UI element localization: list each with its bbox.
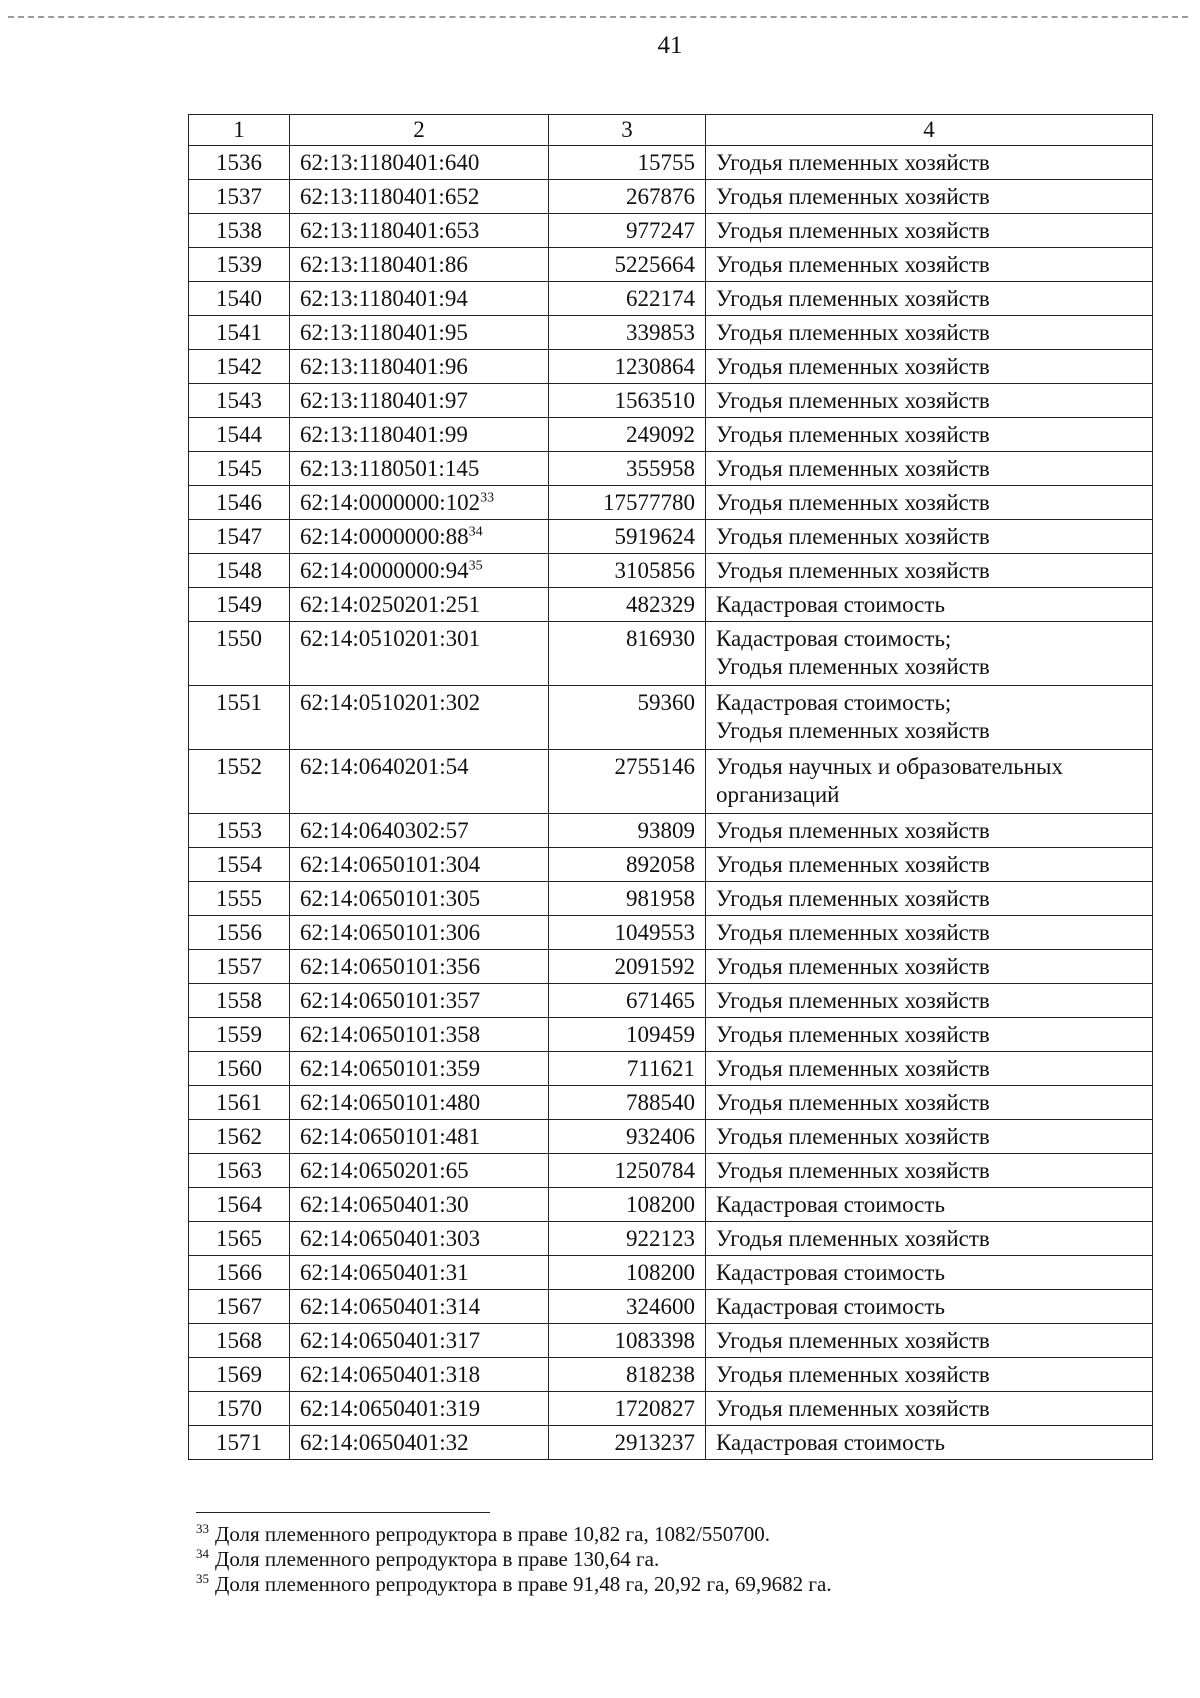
table-body: [189, 146, 1153, 1460]
description-cell: [706, 984, 1153, 1018]
cadastral-number-text: 62:14:0650401:303: [300, 1226, 481, 1251]
description-line: Кадастровая стоимость: [716, 592, 945, 617]
row-number: 1560: [189, 1052, 290, 1086]
table-row: [189, 1018, 1153, 1052]
cadastral-number-text: 62:14:0650401:314: [300, 1294, 481, 1319]
cadastral-number: [290, 520, 549, 554]
description-cell: [706, 180, 1153, 214]
description-line: Кадастровая стоимость;: [716, 690, 952, 715]
description-line-2: Угодья племенных хозяйств: [716, 718, 990, 743]
description-line: Угодья племенных хозяйств: [716, 456, 990, 481]
description-line: Угодья племенных хозяйств: [716, 252, 990, 277]
table-row: [189, 1426, 1153, 1460]
description-line: Угодья племенных хозяйств: [716, 1362, 990, 1387]
description-line: Кадастровая стоимость: [716, 1192, 945, 1217]
row-number: 1562: [189, 1120, 290, 1154]
cadastral-number-text: 62:13:1180401:96: [300, 354, 468, 379]
description-line: Кадастровая стоимость;: [716, 626, 952, 651]
value-cell: 339853: [549, 316, 706, 350]
table-row: [189, 848, 1153, 882]
cadastral-number: [290, 1358, 549, 1392]
value-cell: 108200: [549, 1188, 706, 1222]
description-cell: [706, 750, 1153, 814]
description-cell: [706, 520, 1153, 554]
table-header-row: [189, 115, 1153, 146]
value-cell: 324600: [549, 1290, 706, 1324]
value-cell: 1250784: [549, 1154, 706, 1188]
value-cell: 267876: [549, 180, 706, 214]
scan-edge-line: [8, 16, 1188, 18]
row-number: 1549: [189, 588, 290, 622]
row-number: 1564: [189, 1188, 290, 1222]
description-cell: [706, 1222, 1153, 1256]
row-number: 1568: [189, 1324, 290, 1358]
description-cell: [706, 622, 1153, 686]
value-cell: 892058: [549, 848, 706, 882]
description-line: Угодья племенных хозяйств: [716, 422, 990, 447]
row-number: 1537: [189, 180, 290, 214]
description-cell: [706, 848, 1153, 882]
table-row: [189, 814, 1153, 848]
cadastral-number-text: 62:14:0650401:319: [300, 1396, 481, 1421]
cadastral-number-text: 62:13:1180401:99: [300, 422, 468, 447]
footnote-mark: 34: [196, 1546, 209, 1561]
description-cell: [706, 146, 1153, 180]
table-row: [189, 1256, 1153, 1290]
description-cell: [706, 316, 1153, 350]
cadastral-number: [290, 950, 549, 984]
description-line: Угодья племенных хозяйств: [716, 1328, 990, 1353]
table-row: [189, 1154, 1153, 1188]
value-cell: 1230864: [549, 350, 706, 384]
cadastral-number-text: 62:14:0650101:359: [300, 1056, 481, 1081]
table-row: [189, 1188, 1153, 1222]
row-number: 1557: [189, 950, 290, 984]
value-cell: 5225664: [549, 248, 706, 282]
cadastral-number: [290, 848, 549, 882]
value-cell: 109459: [549, 1018, 706, 1052]
description-line: Угодья племенных хозяйств: [716, 286, 990, 311]
cadastral-number: [290, 1052, 549, 1086]
description-line: Угодья племенных хозяйств: [716, 818, 990, 843]
column-header-2: 2: [290, 115, 549, 146]
description-line: Угодья научных и образовательных: [716, 754, 1063, 779]
value-cell: 355958: [549, 452, 706, 486]
description-line: Угодья племенных хозяйств: [716, 1226, 990, 1251]
cadastral-number-text: 62:13:1180501:145: [300, 456, 480, 481]
row-number: 1556: [189, 916, 290, 950]
row-number: 1540: [189, 282, 290, 316]
cadastral-number-text: 62:14:0650201:65: [300, 1158, 469, 1183]
footnote-mark: 33: [196, 1521, 209, 1536]
table-row: [189, 248, 1153, 282]
row-number: 1554: [189, 848, 290, 882]
cadastral-number: [290, 248, 549, 282]
table-row: [189, 1052, 1153, 1086]
table-row: [189, 750, 1153, 814]
cadastral-number: [290, 814, 549, 848]
description-line-2: организаций: [716, 782, 840, 807]
value-cell: 711621: [549, 1052, 706, 1086]
table-row: [189, 984, 1153, 1018]
description-cell: [706, 1018, 1153, 1052]
description-line: Угодья племенных хозяйств: [716, 1124, 990, 1149]
value-cell: 932406: [549, 1120, 706, 1154]
row-number: 1542: [189, 350, 290, 384]
description-cell: [706, 1256, 1153, 1290]
table-row: [189, 1290, 1153, 1324]
cadastral-number: [290, 984, 549, 1018]
row-number: 1559: [189, 1018, 290, 1052]
footnote-reference: 35: [468, 558, 483, 574]
cadastral-number-text: 62:14:0250201:251: [300, 592, 481, 617]
cadastral-number: [290, 1290, 549, 1324]
description-cell: [706, 1324, 1153, 1358]
cadastral-number: [290, 214, 549, 248]
table-row: [189, 452, 1153, 486]
description-line: Угодья племенных хозяйств: [716, 558, 990, 583]
row-number: 1552: [189, 750, 290, 814]
value-cell: 1083398: [549, 1324, 706, 1358]
cadastral-number: [290, 554, 549, 588]
table-row: [189, 916, 1153, 950]
value-cell: 977247: [549, 214, 706, 248]
description-cell: [706, 1052, 1153, 1086]
land-parcels-table-wrapper: [188, 114, 1152, 1460]
value-cell: 482329: [549, 588, 706, 622]
table-row: [189, 214, 1153, 248]
description-cell: [706, 384, 1153, 418]
description-cell: [706, 1188, 1153, 1222]
cadastral-number: [290, 146, 549, 180]
cadastral-number: [290, 1120, 549, 1154]
description-line: Угодья племенных хозяйств: [716, 852, 990, 877]
table-row: [189, 1086, 1153, 1120]
row-number: 1567: [189, 1290, 290, 1324]
value-cell: 622174: [549, 282, 706, 316]
cadastral-number-text: 62:14:0510201:302: [300, 690, 481, 715]
table-row: [189, 554, 1153, 588]
cadastral-number-text: 62:13:1180401:94: [300, 286, 468, 311]
description-line: Угодья племенных хозяйств: [716, 354, 990, 379]
cadastral-number-text: 62:14:0650401:317: [300, 1328, 481, 1353]
cadastral-number: [290, 180, 549, 214]
table-row: [189, 316, 1153, 350]
description-line: Угодья племенных хозяйств: [716, 524, 990, 549]
cadastral-number: [290, 1086, 549, 1120]
footnote-mark: 35: [196, 1571, 209, 1586]
cadastral-number-text: 62:13:1180401:95: [300, 320, 468, 345]
description-line: Угодья племенных хозяйств: [716, 150, 990, 175]
cadastral-number: [290, 1392, 549, 1426]
description-cell: [706, 916, 1153, 950]
row-number: 1536: [189, 146, 290, 180]
row-number: 1544: [189, 418, 290, 452]
row-number: 1543: [189, 384, 290, 418]
cadastral-number: [290, 1188, 549, 1222]
description-line: Угодья племенных хозяйств: [716, 320, 990, 345]
page-number: 41: [657, 32, 683, 59]
footnotes: [196, 1522, 832, 1597]
cadastral-number-text: 62:14:0650101:358: [300, 1022, 481, 1047]
value-cell: 17577780: [549, 486, 706, 520]
row-number: 1548: [189, 554, 290, 588]
footnote-reference: 34: [468, 524, 483, 540]
description-line: Угодья племенных хозяйств: [716, 1396, 990, 1421]
description-line: Угодья племенных хозяйств: [716, 1158, 990, 1183]
cadastral-number: [290, 1154, 549, 1188]
row-number: 1563: [189, 1154, 290, 1188]
cadastral-number-text: 62:14:0650101:356: [300, 954, 481, 979]
cadastral-number-text: 62:14:0650101:306: [300, 920, 481, 945]
footnote-text: Доля племенного репродуктора в праве 91,48 га, 20,92 га, 69,9682 га.: [215, 1572, 832, 1596]
cadastral-number-text: 62:14:0650101:481: [300, 1124, 481, 1149]
description-line: Угодья племенных хозяйств: [716, 886, 990, 911]
row-number: 1553: [189, 814, 290, 848]
description-cell: [706, 452, 1153, 486]
table-row: [189, 950, 1153, 984]
value-cell: 249092: [549, 418, 706, 452]
cadastral-number: [290, 350, 549, 384]
cadastral-number: [290, 686, 549, 750]
description-line: Угодья племенных хозяйств: [716, 218, 990, 243]
cadastral-number-text: 62:14:0650401:318: [300, 1362, 481, 1387]
footnote: [196, 1522, 832, 1547]
cadastral-number-text: 62:13:1180401:640: [300, 150, 480, 175]
value-cell: 981958: [549, 882, 706, 916]
description-line: Угодья племенных хозяйств: [716, 988, 990, 1013]
value-cell: 1049553: [549, 916, 706, 950]
value-cell: 818238: [549, 1358, 706, 1392]
table-row: [189, 1222, 1153, 1256]
row-number: 1569: [189, 1358, 290, 1392]
description-cell: [706, 486, 1153, 520]
description-cell: [706, 248, 1153, 282]
description-line: Угодья племенных хозяйств: [716, 1090, 990, 1115]
description-cell: [706, 1154, 1153, 1188]
cadastral-number-text: 62:13:1180401:97: [300, 388, 468, 413]
cadastral-number-text: 62:14:0510201:301: [300, 626, 481, 651]
row-number: 1550: [189, 622, 290, 686]
table-row: [189, 486, 1153, 520]
cadastral-number-text: 62:13:1180401:653: [300, 218, 480, 243]
table-row: [189, 622, 1153, 686]
row-number: 1561: [189, 1086, 290, 1120]
description-cell: [706, 814, 1153, 848]
value-cell: 5919624: [549, 520, 706, 554]
description-cell: [706, 1426, 1153, 1460]
cadastral-number-text: 62:14:0650401:31: [300, 1260, 469, 1285]
row-number: 1539: [189, 248, 290, 282]
description-cell: [706, 282, 1153, 316]
cadastral-number: [290, 882, 549, 916]
description-cell: [706, 214, 1153, 248]
row-number: 1570: [189, 1392, 290, 1426]
column-header-3: 3: [549, 115, 706, 146]
column-header-4: 4: [706, 115, 1153, 146]
row-number: 1547: [189, 520, 290, 554]
description-line: Угодья племенных хозяйств: [716, 1022, 990, 1047]
value-cell: 2755146: [549, 750, 706, 814]
cadastral-number-text: 62:14:0650101:357: [300, 988, 481, 1013]
description-cell: [706, 1358, 1153, 1392]
description-cell: [706, 686, 1153, 750]
cadastral-number-text: 62:14:0640201:54: [300, 754, 469, 779]
cadastral-number: [290, 588, 549, 622]
table-row: [189, 282, 1153, 316]
cadastral-number: [290, 282, 549, 316]
row-number: 1566: [189, 1256, 290, 1290]
description-line: Угодья племенных хозяйств: [716, 954, 990, 979]
description-cell: [706, 882, 1153, 916]
description-line: Угодья племенных хозяйств: [716, 490, 990, 515]
value-cell: 1720827: [549, 1392, 706, 1426]
value-cell: 3105856: [549, 554, 706, 588]
description-line-2: Угодья племенных хозяйств: [716, 654, 990, 679]
value-cell: 1563510: [549, 384, 706, 418]
footnote: [196, 1572, 832, 1597]
cadastral-number: [290, 916, 549, 950]
row-number: 1545: [189, 452, 290, 486]
description-cell: [706, 1086, 1153, 1120]
cadastral-number: [290, 1256, 549, 1290]
description-cell: [706, 1290, 1153, 1324]
cadastral-number: [290, 1018, 549, 1052]
description-cell: [706, 350, 1153, 384]
table-row: [189, 1120, 1153, 1154]
description-cell: [706, 418, 1153, 452]
table-row: [189, 520, 1153, 554]
cadastral-number-text: 62:14:0650401:32: [300, 1430, 469, 1455]
description-line: Кадастровая стоимость: [716, 1430, 945, 1455]
cadastral-number: [290, 384, 549, 418]
table-row: [189, 384, 1153, 418]
cadastral-number: [290, 622, 549, 686]
cadastral-number-text: 62:13:1180401:652: [300, 184, 480, 209]
value-cell: 2091592: [549, 950, 706, 984]
table-row: [189, 1392, 1153, 1426]
description-line: Кадастровая стоимость: [716, 1260, 945, 1285]
row-number: 1555: [189, 882, 290, 916]
row-number: 1558: [189, 984, 290, 1018]
footnote-divider: [196, 1512, 490, 1513]
description-line: Угодья племенных хозяйств: [716, 1056, 990, 1081]
cadastral-number-text: 62:14:0640302:57: [300, 818, 469, 843]
description-line: Кадастровая стоимость: [716, 1294, 945, 1319]
value-cell: 15755: [549, 146, 706, 180]
description-line: Угодья племенных хозяйств: [716, 920, 990, 945]
description-cell: [706, 554, 1153, 588]
cadastral-number-text: 62:14:0650101:305: [300, 886, 481, 911]
table-row: [189, 1358, 1153, 1392]
cadastral-number-text: 62:14:0650101:304: [300, 852, 481, 877]
cadastral-number: [290, 452, 549, 486]
land-parcels-table: [188, 114, 1153, 1460]
table-row: [189, 588, 1153, 622]
cadastral-number-text: 62:14:0000000:102: [300, 490, 481, 515]
cadastral-number: [290, 486, 549, 520]
cadastral-number-text: 62:14:0650401:30: [300, 1192, 469, 1217]
row-number: 1551: [189, 686, 290, 750]
cadastral-number-text: 62:14:0000000:88: [300, 524, 469, 549]
footnote-text: Доля племенного репродуктора в праве 10,82 га, 1082/550700.: [215, 1522, 771, 1546]
table-row: [189, 350, 1153, 384]
value-cell: 59360: [549, 686, 706, 750]
value-cell: 93809: [549, 814, 706, 848]
value-cell: 108200: [549, 1256, 706, 1290]
description-cell: [706, 950, 1153, 984]
description-cell: [706, 1120, 1153, 1154]
value-cell: 671465: [549, 984, 706, 1018]
description-cell: [706, 1392, 1153, 1426]
description-line: Угодья племенных хозяйств: [716, 388, 990, 413]
cadastral-number-text: 62:14:0650101:480: [300, 1090, 481, 1115]
table-row: [189, 686, 1153, 750]
value-cell: 2913237: [549, 1426, 706, 1460]
table-row: [189, 180, 1153, 214]
cadastral-number-text: 62:14:0000000:94: [300, 558, 469, 583]
value-cell: 788540: [549, 1086, 706, 1120]
table-row: [189, 418, 1153, 452]
cadastral-number-text: 62:13:1180401:86: [300, 252, 468, 277]
row-number: 1546: [189, 486, 290, 520]
footnote-text: Доля племенного репродуктора в праве 130,64 га.: [215, 1547, 660, 1571]
description-cell: [706, 588, 1153, 622]
column-header-1: 1: [189, 115, 290, 146]
row-number: 1541: [189, 316, 290, 350]
table-row: [189, 1324, 1153, 1358]
footnote-reference: 33: [480, 490, 495, 506]
footnote: [196, 1547, 832, 1572]
table-row: [189, 882, 1153, 916]
cadastral-number: [290, 316, 549, 350]
row-number: 1538: [189, 214, 290, 248]
row-number: 1565: [189, 1222, 290, 1256]
cadastral-number: [290, 1324, 549, 1358]
cadastral-number: [290, 418, 549, 452]
value-cell: 816930: [549, 622, 706, 686]
cadastral-number: [290, 1222, 549, 1256]
value-cell: 922123: [549, 1222, 706, 1256]
description-line: Угодья племенных хозяйств: [716, 184, 990, 209]
table-row: [189, 146, 1153, 180]
cadastral-number: [290, 1426, 549, 1460]
row-number: 1571: [189, 1426, 290, 1460]
cadastral-number: [290, 750, 549, 814]
